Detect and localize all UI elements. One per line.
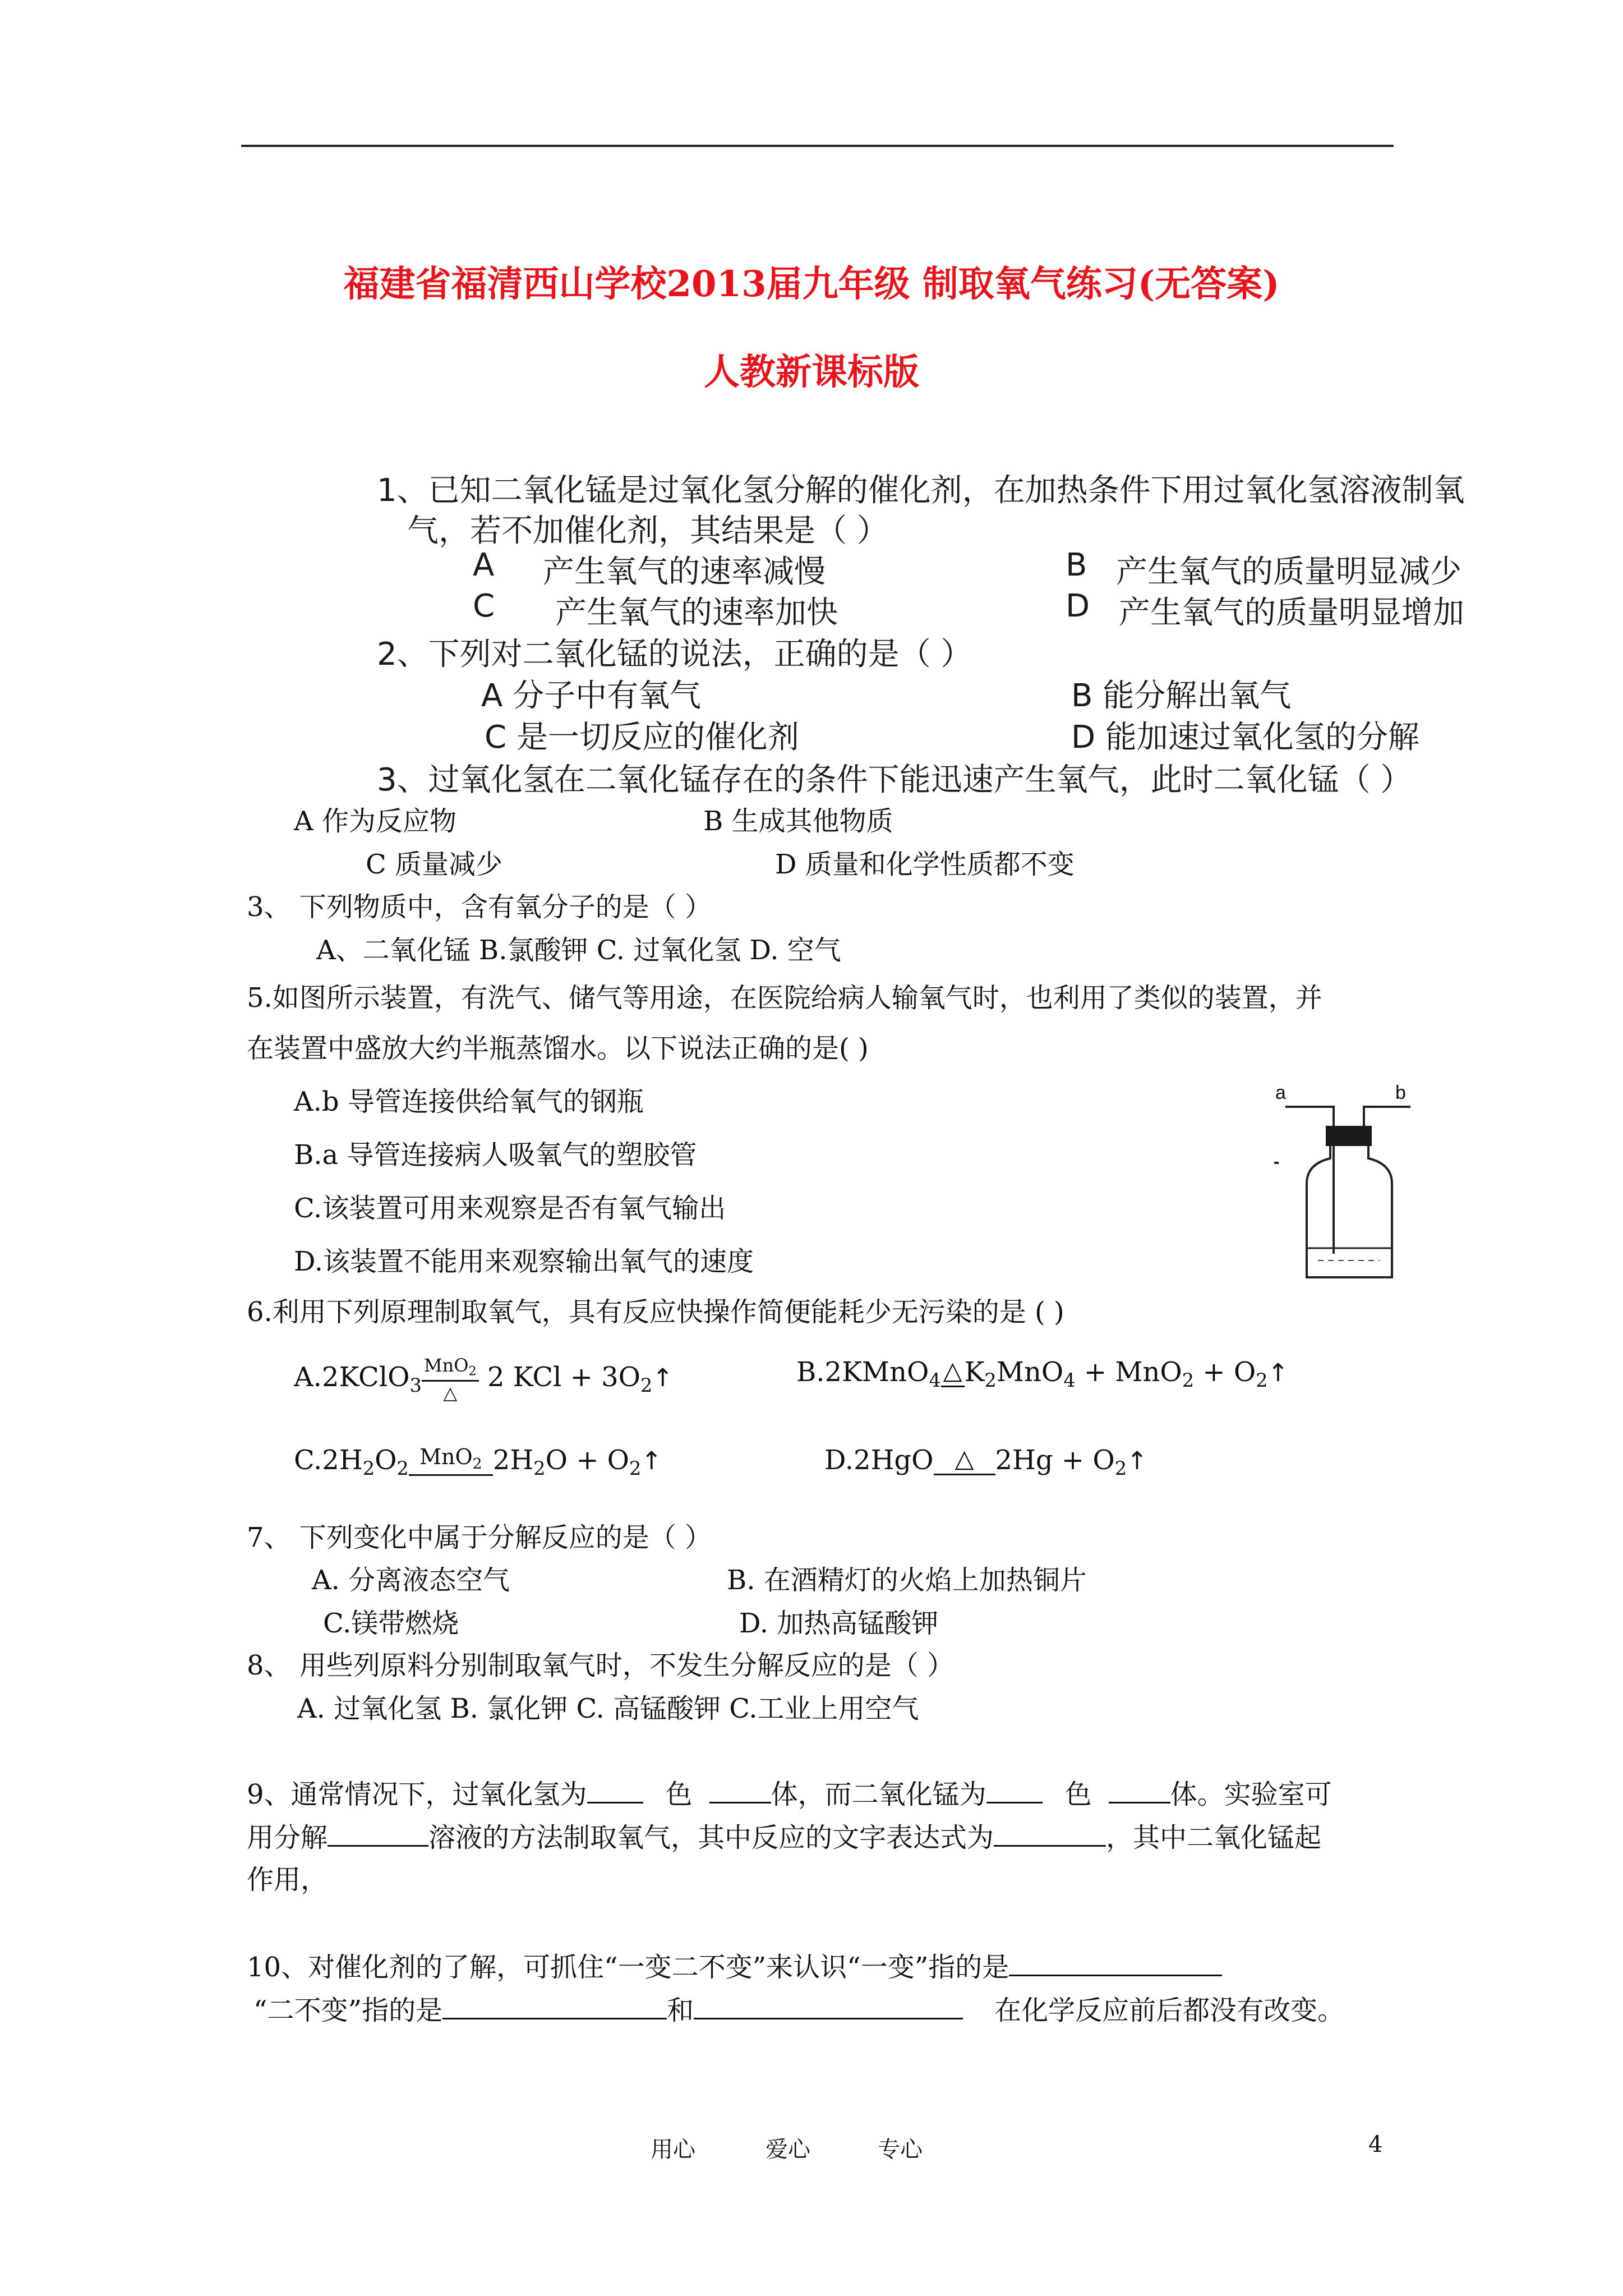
q6-option-d: D.2HgO △ $2Hg + O_2↑$ [824, 1444, 1147, 1480]
q7-option-a: A. 分离液态空气 [312, 1565, 510, 1596]
q5-option-d: D.该装置不能用来观察输出氧气的速度 [294, 1246, 754, 1277]
page-subtitle: 人教新课标版 [704, 351, 919, 393]
q6-b-prefix: B. [796, 1356, 825, 1388]
q1-option-d-text: 产生氧气的质量明显增加 [1119, 595, 1464, 631]
q1-stem-line1: 1、已知二氧化锰是过氧化氢分解的催化剂，在加热条件下用过氧化氢溶液制氧 [377, 472, 1465, 509]
q1-option-b-text: 产生氧气的质量明显减少 [1116, 554, 1461, 590]
q5-option-b: B.a 导管连接病人吸氧气的塑胶管 [294, 1139, 697, 1171]
q6-option-c: $C.2H_2O_2$ MnO$_2$ $2H_2O$ + $O_2↑$ [294, 1444, 662, 1480]
q6-d-condition: △ [934, 1447, 995, 1478]
q2-option-a: A 分子中有氧气 [481, 678, 702, 714]
q3a-option-b: B 生成其他物质 [703, 806, 893, 837]
q6-c-prefix: C. [294, 1444, 322, 1476]
footer-text-1: 用心 [651, 2137, 695, 2162]
q6-option-b: B.2KMnO$_4$ △ $K_2MnO_4 + MnO_2$ + $O_2↑$ [796, 1356, 1289, 1392]
q2-option-c: C 是一切反应的催化剂 [485, 719, 799, 756]
q9-line2: 用分解 溶液的方法制取氧气，其中反应的文字表达式为 ，其中二氧化锰起 [247, 1822, 1322, 1853]
q6-a-condition: $\frac{MnO_2}{\triangle}$ [422, 1356, 479, 1402]
q6-stem: 6.利用下列原理制取氧气，具有反应快操作简便能耗少无污染的是 ( ) [247, 1296, 1064, 1328]
q1-stem-line2: 气，若不加催化剂，其结果是（ ） [407, 513, 888, 549]
footer-text-3: 专心 [878, 2137, 923, 2162]
figure-label-b: b [1395, 1082, 1406, 1103]
q3b-stem: 3、 下列物质中，含有氧分子的是（ ） [247, 891, 712, 923]
q6-b-condition: △ [941, 1359, 965, 1389]
figure-label-a: a [1275, 1082, 1286, 1103]
q3a-option-c: C 质量减少 [366, 849, 502, 880]
footer-text-2: 爱心 [766, 2137, 810, 2162]
q8-options: A. 过氧化氢 B. 氯化钾 C. 高锰酸钾 C.工业上用空气 [297, 1693, 919, 1724]
q2-stem: 2、下列对二氧化锰的说法，正确的是（ ） [377, 636, 972, 673]
q1-option-c-text: 产生氧气的速率加快 [555, 595, 838, 631]
q1-option-d-label: D [1066, 588, 1090, 624]
q6-a-prefix: A. [294, 1361, 322, 1393]
q5-stem-line1: 5.如图所示装置，有洗气、储气等用途，在医院给病人输氧气时，也利用了类似的装置，并 [247, 982, 1322, 1014]
q6-c-condition: MnO$_2$ [409, 1446, 493, 1478]
page-title: 福建省福清西山学校2013届九年级 制取氧气练习(无答案) [343, 263, 1280, 305]
q1-option-a-text: 产生氧气的速率减慢 [543, 554, 826, 590]
header-rule [241, 145, 1394, 147]
q5-option-c: C.该装置可用来观察是否有氧气输出 [294, 1193, 726, 1224]
q10-line2: “二不变”指的是 和 在化学反应前后都没有改变。 [253, 1995, 1345, 2026]
gas-washing-bottle-figure [1267, 1080, 1436, 1287]
q1-option-b-label: B [1066, 547, 1087, 583]
q7-option-c: C.镁带燃烧 [323, 1608, 459, 1639]
q10-line1: 10、对催化剂的了解，可抓住“一变二不变”来认识“一变”指的是 [247, 1945, 1222, 1984]
q2-option-b: B 能分解出氧气 [1071, 678, 1292, 714]
q5-stem-line2: 在装置中盛放大约半瓶蒸馏水。以下说法正确的是( ) [247, 1033, 869, 1064]
q3b-options: A、二氧化锰 B.氯酸钾 C. 过氧化氢 D. 空气 [316, 935, 841, 966]
q3a-option-a: A 作为反应物 [294, 806, 457, 837]
q3a-stem: 3、过氧化氢在二氧化锰存在的条件下能迅速产生氧气，此时二氧化锰（ ） [377, 762, 1412, 798]
q9-line1: 9、通常情况下，过氧化氢为 色 体，而二氧化锰为 色 体。实验室可 [247, 1779, 1332, 1810]
q5-option-a: A.b 导管连接供给氧气的钢瓶 [294, 1086, 644, 1117]
q3a-option-d: D 质量和化学性质都不变 [775, 849, 1075, 880]
q1-option-a-label: A [473, 547, 495, 583]
q8-stem: 8、 用些列原料分别制取氧气时，不发生分解反应的是（ ） [247, 1650, 955, 1681]
q2-option-d: D 能加速过氧化氢的分解 [1071, 719, 1419, 756]
q6-d-prefix: D. [824, 1444, 854, 1476]
page-number: 4 [1368, 2132, 1383, 2157]
q9-line3: 作用， [247, 1864, 328, 1895]
bottle [1307, 1146, 1392, 1277]
q7-option-d: D. 加热高锰酸钾 [739, 1608, 939, 1639]
q6-option-a: A.2KClO$_3$ $\frac{MnO_2}{\triangle}$ 2 KCl + $3O_2↑$ [294, 1355, 674, 1404]
q7-stem: 7、 下列变化中属于分解反应的是（ ） [247, 1522, 712, 1553]
q7-option-b: B. 在酒精灯的火焰上加热铜片 [727, 1565, 1087, 1596]
q1-option-c-label: C [473, 588, 495, 624]
stopper [1326, 1126, 1372, 1146]
